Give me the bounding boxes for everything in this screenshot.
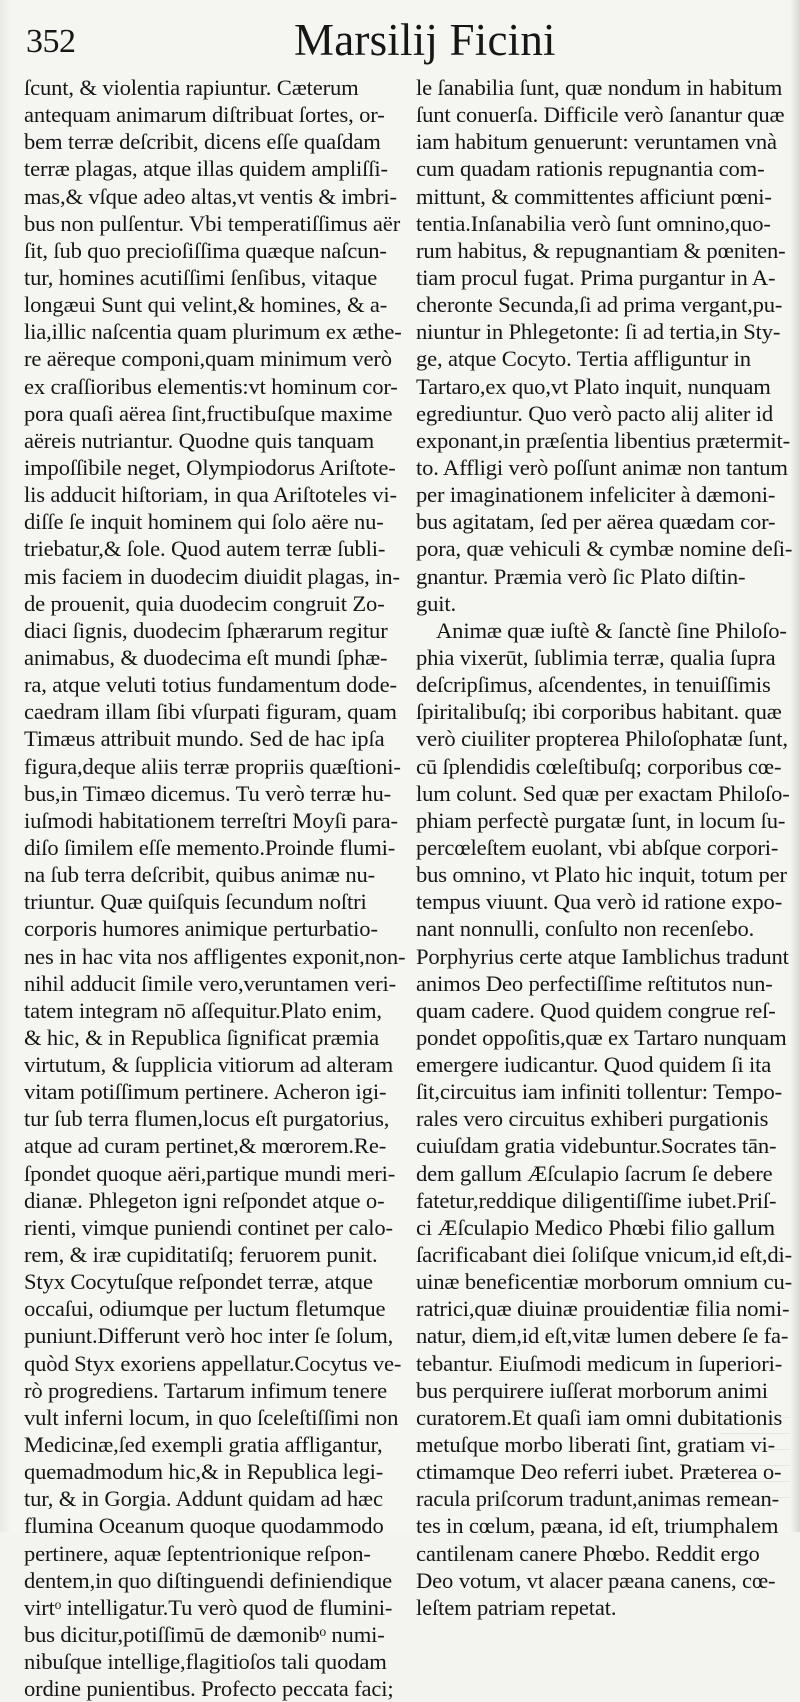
text-line: racula priſcorum tradunt,animas remean- <box>416 1486 780 1512</box>
text-line: nihil adducit ſimile vero,veruntamen veri- <box>24 970 397 996</box>
text-line: caedram illam ſibi vſurpati figuram, quam <box>24 699 397 725</box>
text-line: leſtem patriam repetat. <box>416 1594 617 1620</box>
text-line: longæui Sunt qui velint,& homines, & a- <box>24 292 388 318</box>
text-line: vitam potiſſimum pertinere. Acheron igi- <box>24 1079 387 1105</box>
text-line: antequam animarum diſtribuat ſortes, or- <box>24 102 385 128</box>
text-line: iuſmodi habitationem terreſtri Moyſi para- <box>24 807 398 833</box>
text-line: ſit,circuitus iam infiniti tollentur: Tempo- <box>416 1079 783 1105</box>
text-line: puniunt.Differunt verò hoc inter ſe ſolum, <box>24 1323 394 1349</box>
text-line: tiam procul fugat. Prima purgantur in A- <box>416 264 776 290</box>
text-line: gnantur. Præmia verò ſic Plato diſtin- <box>416 563 746 589</box>
text-line: ſpiritalibuſq; ibi corporibus habitant. quæ <box>416 699 782 725</box>
text-line: diaci ſignis, duodecim ſphærarum regitur <box>24 617 388 643</box>
text-line: dem gallum Æſculapio ſacrum ſe debere <box>416 1160 773 1186</box>
text-line: ſit, ſub quo precioſiſſima quæque naſcun- <box>24 237 387 263</box>
text-line: Tartaro,ex quo,vt Plato inquit, nunquam <box>416 373 771 399</box>
text-line: atque ad curam pertinet,& mœrorem.Re- <box>24 1133 387 1159</box>
text-line: per imaginationem infeliciter à dæmoni- <box>416 482 776 508</box>
text-line: pora, quæ vehiculi & cymbæ nomine deſi- <box>416 536 793 562</box>
text-line: ſcunt, & violentia rapiuntur. Cæterum <box>24 75 359 100</box>
text-line: nes in hac vita nos affligentes exponit,non- <box>24 943 406 969</box>
text-line: dentem,in quo diſtinguendi definiendique <box>24 1567 392 1593</box>
text-line: virtᵒ intelligatur.Tu verò quod de flumini- <box>24 1594 393 1620</box>
text-line: natur, diem,id eſt,vitæ lumen debere ſe fa- <box>416 1323 789 1349</box>
text-line: Styx Cocytuſque reſpondet terræ, atque <box>24 1269 373 1295</box>
text-line: tur, & in Gorgia. Addunt quidam ad hæc <box>24 1486 383 1512</box>
text-line: emergere iudicantur. Quod quidem ſi ita <box>416 1052 772 1078</box>
text-line: phiam perfectè purgatæ ſunt, in locum ſu- <box>416 807 786 833</box>
text-line: exponant,in præſentia libentius prætermit- <box>416 427 790 453</box>
text-line: terræ plagas, atque illas quidem ampliſſi- <box>24 156 388 182</box>
text-line: Timæus attribuit mundo. Sed de hac ipſa <box>24 726 385 752</box>
text-line: rem, & iræ cupiditatiſq; feruorem punit. <box>24 1242 378 1268</box>
text-line: pondet oppoſitis,quæ ex Tartaro nunquam <box>416 1024 787 1050</box>
show-through-marks <box>720 1408 790 1498</box>
text-line: lis adducit hiſtoriam, in qua Ariſtoteles vi- <box>24 482 397 508</box>
text-line: corporis humores animique perturbatio- <box>24 916 378 942</box>
text-line: bus perquirere iuſſerat morborum animi <box>416 1377 768 1403</box>
text-line: aëreis nutriantur. Quodne quis tanquam <box>24 427 375 453</box>
text-line: Porphyrius certe atque Iamblichus tradunt <box>416 943 789 969</box>
text-line: tempus viuunt. Qua verò id ratione expo- <box>416 889 783 915</box>
text-line: triuntur. Quæ quiſquis ſecundum noſtri <box>24 889 367 915</box>
text-line: quòd Styx exoriens appellatur.Cocytus ve- <box>24 1350 402 1376</box>
text-line: uinæ beneficentiæ morborum omnium cu- <box>416 1269 792 1295</box>
text-line: pora quaſi aërea ſint,fructibuſque maxime <box>24 400 393 426</box>
text-line: tatem integram nō aſſequitur.Plato enim, <box>24 997 382 1023</box>
text-line: ge, atque Cocyto. Tertia affliguntur in <box>416 346 751 372</box>
text-line: virtutum, & ſupplicia vitiorum ad alteram <box>24 1052 394 1078</box>
text-line: ratrici,quæ diuinæ prouidentiæ filia nomi- <box>416 1296 790 1322</box>
text-line: bus dicitur,potiſſimū de dæmonibᵒ numi- <box>24 1622 385 1648</box>
text-line: & hic, & in Republica ſignificat præmia <box>24 1024 379 1050</box>
text-line: diſſe ſe inquit hominem qui ſolo aëre nu- <box>24 509 384 535</box>
text-line: bus agitatam, ſed per aërea quædam cor- <box>416 509 776 535</box>
running-head <box>26 14 780 66</box>
text-line: tebantur. Eiuſmodi medicum in ſuperiori- <box>416 1350 783 1376</box>
text-line: Deo votum, vt alacer pæana canens, cœ- <box>416 1567 776 1593</box>
text-line: mas,& vſque adeo altas,vt ventis & imbri- <box>24 183 397 209</box>
text-line: animabus, & duodecima eſt mundi ſphæ- <box>24 644 388 670</box>
right-column <box>416 74 794 1620</box>
text-line: metuſque morbo liberati ſint, gratiam vi- <box>416 1432 776 1458</box>
text-line: ordine punientibus. Profecto peccata faci; <box>24 1676 394 1702</box>
text-line: mittunt, & committentes afficiunt pœni- <box>416 183 772 209</box>
left-column <box>24 74 406 1702</box>
text-line: niuntur in Phlegetonte: ſi ad tertia,in Sty- <box>416 319 781 345</box>
text-line: ſpondet quoque aëri,partique mundi meri- <box>24 1160 396 1186</box>
text-line: ctimamque Deo referri iubet. Præterea o- <box>416 1459 782 1485</box>
text-line: triebatur,& ſole. Quod autem terræ ſubli- <box>24 536 386 562</box>
text-line: tur ſub terra flumen,locus eſt purgatorius, <box>24 1106 390 1132</box>
text-line: cū ſplendidis cœleſtibuſq; corporibus cœ- <box>416 753 782 779</box>
text-line: figura,deque aliis terræ propriis quæſtioni- <box>24 753 401 779</box>
text-line: diſo ſimilem eſſe memento.Proinde flumi- <box>24 834 396 860</box>
text-line: ra, atque veluti totius fundamentum dode- <box>24 672 397 698</box>
text-line: impoſſibile neget, Olympiodorus Ariſtote- <box>24 454 396 480</box>
text-line: mis faciem in duodecim diuidit plagas, in- <box>24 563 400 589</box>
running-title: Marsilij Ficini <box>294 15 556 65</box>
text-line: le ſanabilia ſunt, quæ nondum in habitum <box>416 75 783 100</box>
text-line: pertinere, aquæ ſeptentrionique reſpon- <box>24 1540 371 1566</box>
text-line: tentia.Inſanabilia verò ſunt omnino,quo- <box>416 210 771 236</box>
text-line: verò ciuiliter propterea Philoſophatæ ſunt, <box>416 726 788 752</box>
text-line: de prouenit, quia duodecim congruit Zo- <box>24 590 385 616</box>
text-line: ci Æſculapio Medico Phœbi filio gallum <box>416 1214 775 1240</box>
text-line: ſacrificabant diei ſoliſque vnicum,id eſt,di- <box>416 1242 792 1268</box>
text-line: bus,in Timæo dicemus. Tu verò terræ hu- <box>24 780 391 806</box>
text-line: animos Deo perfectiſſime reſtitutos nun- <box>416 970 773 996</box>
text-line: lum colunt. Sed quæ per exactam Philoſo- <box>416 780 790 806</box>
text-line: cum quadam rationis repugnantia com- <box>416 156 765 182</box>
text-line: occaſui, odiumque per luctum fletumque <box>24 1296 386 1322</box>
text-line: bus omnino, vt Plato hic inquit, totum per <box>416 862 787 888</box>
text-line: percœleſtem euolant, vbi abſque corpori- <box>416 834 779 860</box>
text-line: lia,illic naſcentia quam plurimum ex æthe- <box>24 319 402 345</box>
text-columns <box>24 74 794 1702</box>
text-line: curatorem.Et quaſi iam omni dubitationis <box>416 1404 783 1430</box>
text-line: phia vixerūt, ſublimia terræ, qualia ſupra <box>416 644 776 670</box>
text-line: bem terræ deſcribit, dicens eſſe quaſdam <box>24 129 381 155</box>
text-line: tes in cœlum, pæana, id eſt, triumphalem <box>416 1513 779 1539</box>
text-line: ſunt conuerſa. Difficile verò ſanantur quæ <box>416 102 785 128</box>
text-line: cheronte Secunda,ſi ad prima vergant,pu- <box>416 292 783 318</box>
text-line: rò progrediens. Tartarum infimum tenere <box>24 1377 387 1403</box>
page-number: 352 <box>26 23 76 60</box>
text-line: rienti, vimque puniendi continet per calo- <box>24 1214 393 1240</box>
text-line: tur, homines acutiſſimi ſenſibus, vitaque <box>24 264 378 290</box>
text-line: guit. <box>416 590 457 616</box>
text-line: Medicinæ,ſed exempli gratia affligantur, <box>24 1432 383 1458</box>
text-line: ex craſſioribus elementis:vt hominum cor- <box>24 373 398 399</box>
text-line: quam cadere. Quod quidem congrue reſ- <box>416 997 776 1023</box>
text-line: fatetur,reddique diligentiſſime iubet.Priſ- <box>416 1187 777 1213</box>
text-line: cuiuſdam gratia videbuntur.Socrates tān- <box>416 1133 777 1159</box>
text-line: rales vero circuitus exhiberi purgationis <box>416 1106 769 1132</box>
text-line: nant nonnulli, conſulto non recenſebo. <box>416 916 755 942</box>
text-line: egrediuntur. Quo verò pacto alij aliter id <box>416 400 773 426</box>
text-line: nibuſque intellige,flagitioſos tali quodam <box>24 1649 387 1675</box>
text-line: na ſub terra deſcribit, quibus animæ nu- <box>24 862 376 888</box>
text-line: quemadmodum hic,& in Republica legi- <box>24 1459 384 1485</box>
text-line: deſcripſimus, aſcendentes, in tenuiſſimis <box>416 672 771 698</box>
text-line: cantilenam canere Phœbo. Reddit ergo <box>416 1540 760 1566</box>
text-line: rum habitus, & repugnantiam & pœniten- <box>416 237 786 263</box>
text-line: re aëreque componi,quam minimum verò <box>24 346 392 372</box>
text-line: to. Affligi verò poſſunt animæ non tantum <box>416 454 788 480</box>
text-line: flumina Oceanum quoque quodammodo <box>24 1513 384 1539</box>
text-line: bus non pulſentur. Vbi temperatiſſimus aër <box>24 210 401 236</box>
text-line: Animæ quæ iuſtè & ſanctè ſine Philoſo- <box>436 617 787 643</box>
text-line: vult inferni locum, in quo ſceleſtiſſimi non <box>24 1404 399 1430</box>
text-line: iam habitum genuerunt: veruntamen vnà <box>416 129 777 155</box>
text-line: dianæ. Phlegeton igni reſpondet atque o- <box>24 1187 385 1213</box>
